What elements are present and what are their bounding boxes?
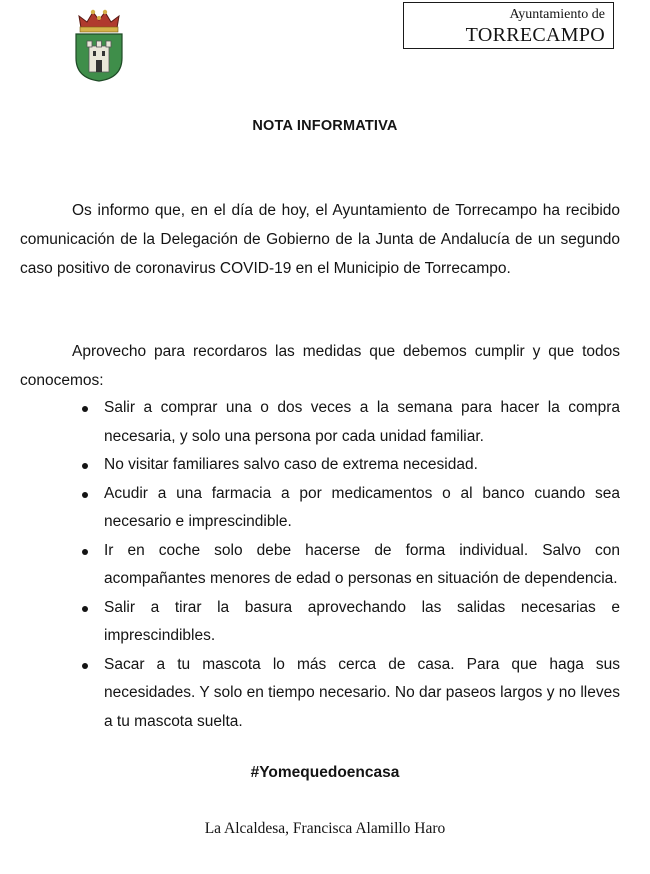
measure-text: Salir a tirar la basura aprovechando las salidas necesarias e imprescindibles.	[104, 598, 620, 644]
list-item	[20, 394, 620, 451]
bullet-icon	[82, 463, 88, 469]
intro-paragraph: Os informo que, en el día de hoy, el Ayuntamiento de Torrecampo ha recibido comunicación de la Delegación de Gobierno de la Junta de Andalucía de un segundo caso positivo de coronavirus COVID-19 en el Municipio de Torrecampo.	[20, 202, 620, 277]
coat-of-arms-icon	[72, 6, 126, 82]
list-item	[20, 480, 620, 537]
bullet-icon	[82, 406, 88, 412]
bullet-icon	[82, 492, 88, 498]
signature: La Alcaldesa, Francisca Alamillo Haro	[204, 820, 446, 837]
bullet-icon	[82, 663, 88, 669]
bullet-icon	[82, 549, 88, 555]
town-label-box	[403, 2, 614, 49]
measure-text: Ir en coche solo debe hacerse de forma individual. Salvo con acompañantes menores de edad o personas en situación de dependencia.	[104, 541, 620, 587]
hashtag: #Yomequedoencasa	[250, 764, 400, 781]
town-label-line2: TORRECAMPO	[465, 24, 605, 46]
bullet-icon	[82, 606, 88, 612]
measure-text: Sacar a tu mascota lo más cerca de casa. Para que haga sus necesidades. Y solo en tiempo necesario. No dar paseos largos y no lleves a tu mascota suelta.	[104, 655, 620, 730]
measure-text: Acudir a una farmacia a por medicamentos o al banco cuando sea necesario e imprescindible.	[104, 484, 620, 530]
measures-list	[20, 394, 620, 736]
town-label-line1: Ayuntamiento de	[509, 7, 605, 22]
measures-intro-paragraph: Aprovecho para recordaros las medidas que debemos cumplir y que todos conocemos:	[20, 343, 620, 389]
measure-text: Salir a comprar una o dos veces a la semana para hacer la compra necesaria, y solo una persona por cada unidad familiar.	[104, 399, 620, 445]
document-title: NOTA INFORMATIVA	[252, 118, 398, 134]
list-item	[20, 594, 620, 651]
list-item	[20, 451, 620, 480]
list-item	[20, 537, 620, 594]
measure-text: No visitar familiares salvo caso de extrema necesidad.	[104, 456, 478, 473]
list-item	[20, 651, 620, 737]
